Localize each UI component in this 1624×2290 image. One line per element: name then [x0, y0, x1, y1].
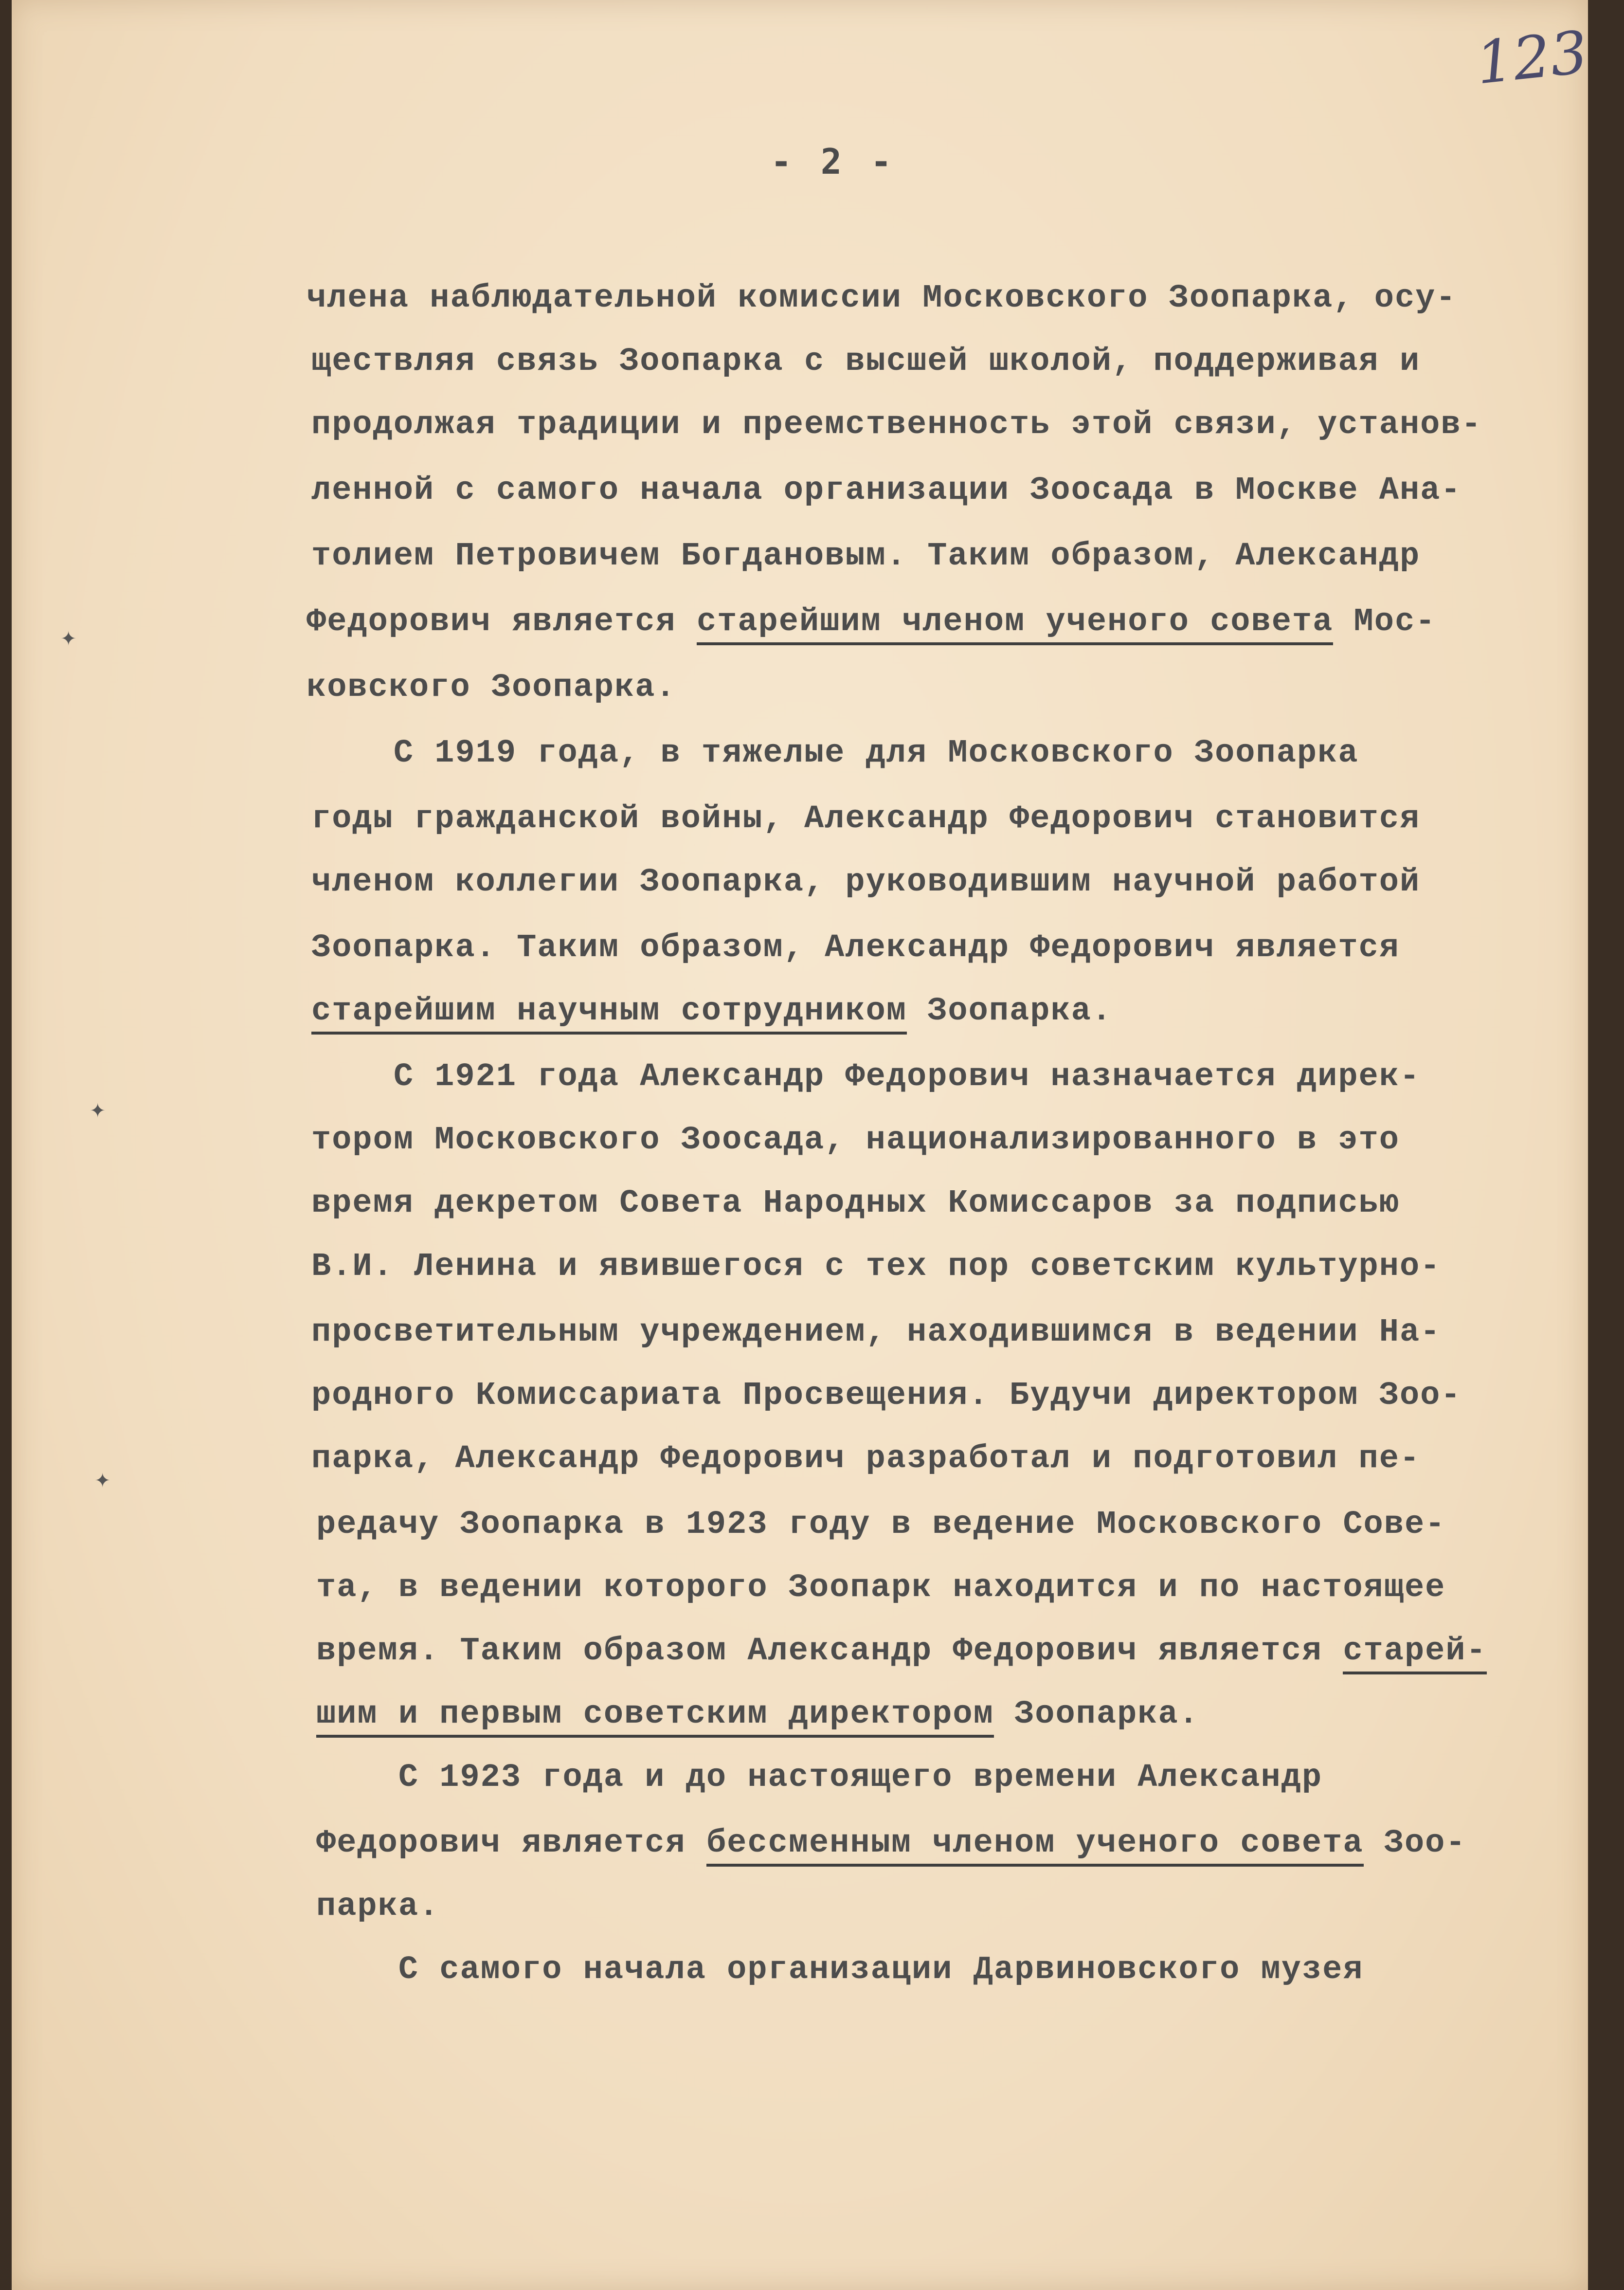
text-line: [311, 866, 1420, 899]
text-line: [311, 540, 1420, 573]
text-run: Мос-: [1333, 603, 1436, 640]
text-run: членом коллегии Зоопарка, руководившим научной работой: [311, 864, 1421, 901]
text-run: просветительным учреждением, находившимся в ведении На-: [311, 1314, 1441, 1351]
underlined-phrase: старейшим членом ученого совета: [697, 603, 1333, 645]
text-line: [311, 1124, 1400, 1157]
text-run: время. Таким образом Александр Федорович является: [316, 1633, 1343, 1670]
text-line: [311, 406, 1482, 443]
text-run: С 1923 года и до настоящего времени Александр: [316, 1759, 1323, 1796]
text-line: [316, 1508, 1445, 1541]
text-line: [311, 1440, 1421, 1477]
text-line: [311, 929, 1400, 966]
text-run: ществляя связь Зоопарка с высшей школой, поддерживая и: [311, 343, 1421, 380]
text-run: годы гражданской войны, Александр Федорович становится: [311, 800, 1421, 837]
text-run: та, в ведении которого Зоопарк находится и по настоящее: [316, 1569, 1446, 1606]
folio-number: 123: [1473, 18, 1591, 98]
text-run: С самого начала организации Дарвиновского музея: [316, 1951, 1364, 1988]
underlined-phrase: старей-: [1343, 1633, 1486, 1674]
underlined-phrase: шим и первым советским директором: [316, 1696, 994, 1738]
text-line: [307, 669, 676, 706]
text-run: В.И. Ленина и явившегося с тех пор советским культурно-: [311, 1248, 1441, 1285]
text-run: ленной с самого начала организации Зоосада в Москве Ана-: [311, 472, 1462, 509]
text-run: С 1921 года Александр Федорович назначается дирек-: [311, 1058, 1421, 1095]
binding-hole-mark: ✦: [94, 1470, 111, 1492]
binding-hole-mark: ✦: [90, 1100, 106, 1122]
text-run: Зоопарка.: [907, 993, 1113, 1030]
text-line: [311, 1187, 1400, 1220]
text-line: [316, 1698, 1199, 1731]
text-run: Федорович является: [316, 1825, 706, 1862]
text-line: [316, 1569, 1446, 1606]
binding-hole-mark: ✦: [60, 628, 77, 650]
text-run: Федорович является: [307, 603, 697, 640]
text-run: редачу Зоопарка в 1923 году в ведение Московского Сове-: [316, 1506, 1446, 1543]
text-line: [311, 995, 1112, 1028]
text-run: С 1919 года, в тяжелые для Московского Зоопарка: [311, 735, 1359, 772]
text-run: тором Московского Зоосада, национализированного в это: [311, 1122, 1400, 1159]
text-line: [311, 345, 1420, 378]
text-line: [307, 603, 1436, 640]
text-run: толием Петровичем Богдановым. Таким образом, Александр: [311, 538, 1421, 575]
text-run: Зоопарка.: [993, 1696, 1199, 1733]
text-line: [311, 737, 1359, 770]
text-run: родного Комиссариата Просвещения. Будучи директором Зоо-: [311, 1377, 1462, 1414]
page-number: - 2 -: [771, 141, 896, 182]
text-line: [311, 800, 1421, 837]
text-run: парка, Александр Федорович разработал и подготовил пе-: [311, 1440, 1421, 1477]
text-run: парка.: [316, 1888, 440, 1925]
text-line: [307, 282, 1457, 315]
text-run: продолжая традиции и преемственность этой связи, установ-: [311, 406, 1482, 443]
underlined-phrase: старейшим научным сотрудником: [311, 993, 907, 1035]
text-line: [316, 1635, 1487, 1668]
text-line: [311, 1316, 1441, 1349]
text-run: время декретом Совета Народных Комиссаров за подписью: [311, 1185, 1400, 1222]
text-line: [311, 1377, 1462, 1414]
text-run: ковского Зоопарка.: [307, 669, 676, 706]
text-run: Зоо-: [1363, 1825, 1466, 1862]
text-line: [316, 1759, 1323, 1796]
text-line: [316, 1951, 1364, 1988]
underlined-phrase: бессменным членом ученого совета: [706, 1825, 1364, 1867]
text-line: [311, 474, 1462, 507]
text-line: [311, 1058, 1421, 1095]
document-page: [12, 0, 1591, 2290]
text-run: Зоопарка. Таким образом, Александр Федорович является: [311, 929, 1400, 966]
text-run: члена наблюдательной комиссии Московского Зоопарка, осу-: [307, 280, 1457, 317]
text-line: [311, 1248, 1441, 1285]
text-line: [316, 1890, 439, 1923]
text-line: [316, 1827, 1466, 1860]
